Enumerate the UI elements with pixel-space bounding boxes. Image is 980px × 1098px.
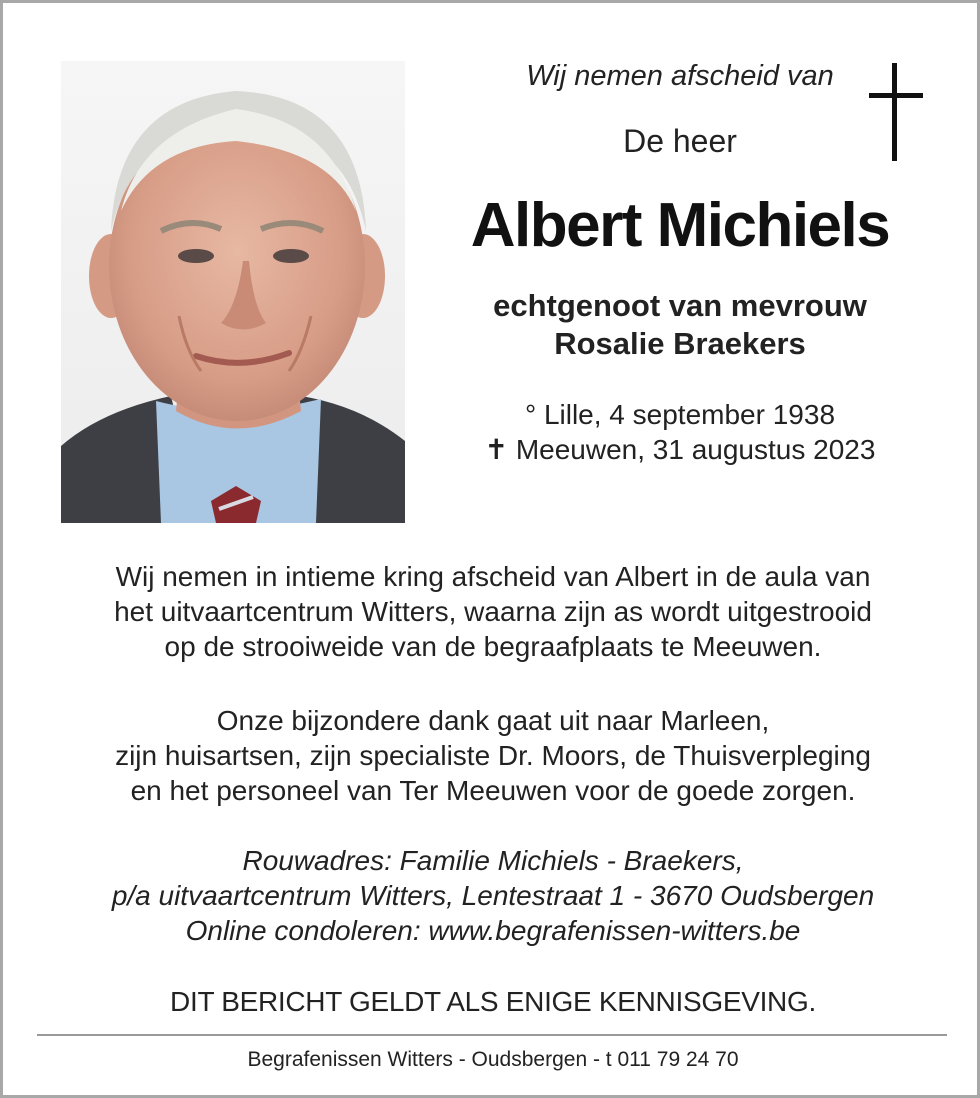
deceased-info <box>443 55 917 467</box>
honorific: De heer <box>623 123 737 159</box>
text-line: Onze bijzondere dank gaat uit naar Marleen, <box>216 705 770 736</box>
deceased-name: Albert Michiels <box>470 191 890 260</box>
condolence-link: Online condoleren: www.begrafenissen-witters.be <box>185 915 801 946</box>
spouse-line-1: echtgenoot van mevrouw <box>493 288 867 323</box>
text-line: zijn huisartsen, zijn specialiste Dr. Moors, de Thuisverpleging <box>115 740 871 771</box>
text-line: Wij nemen in intieme kring afscheid van Albert in de aula van <box>115 561 871 592</box>
portrait-photo <box>61 61 405 523</box>
footer-text: Begrafenissen Witters - Oudsbergen - t 011 79 24 70 <box>247 1048 739 1071</box>
address-line: p/a uitvaartcentrum Witters, Lentestraat 1 - 3670 Oudsbergen <box>111 880 875 911</box>
text-line: en het personeel van Ter Meeuwen voor de goede zorgen. <box>130 775 856 806</box>
address-line: Rouwadres: Familie Michiels - Braekers, <box>242 845 744 876</box>
death-date: ✝ Meeuwen, 31 augustus 2023 <box>484 434 876 465</box>
address-block <box>33 843 953 948</box>
spouse-info <box>443 287 917 363</box>
divider <box>37 1034 947 1036</box>
life-dates <box>443 397 917 467</box>
thanks-paragraph <box>33 703 953 808</box>
intro-text: Wij nemen afscheid van <box>526 60 834 92</box>
portrait-illustration <box>61 61 405 523</box>
birth-date: ° Lille, 4 september 1938 <box>524 399 836 430</box>
notice-text: DIT BERICHT GELDT ALS ENIGE KENNISGEVING. <box>170 986 816 1017</box>
text-line: op de strooiweide van de begraafplaats te Meeuwen. <box>164 631 822 662</box>
ceremony-paragraph <box>33 559 953 664</box>
text-line: het uitvaartcentrum Witters, waarna zijn as wordt uitgestrooid <box>114 596 872 627</box>
spouse-line-2: Rosalie Braekers <box>554 326 806 361</box>
